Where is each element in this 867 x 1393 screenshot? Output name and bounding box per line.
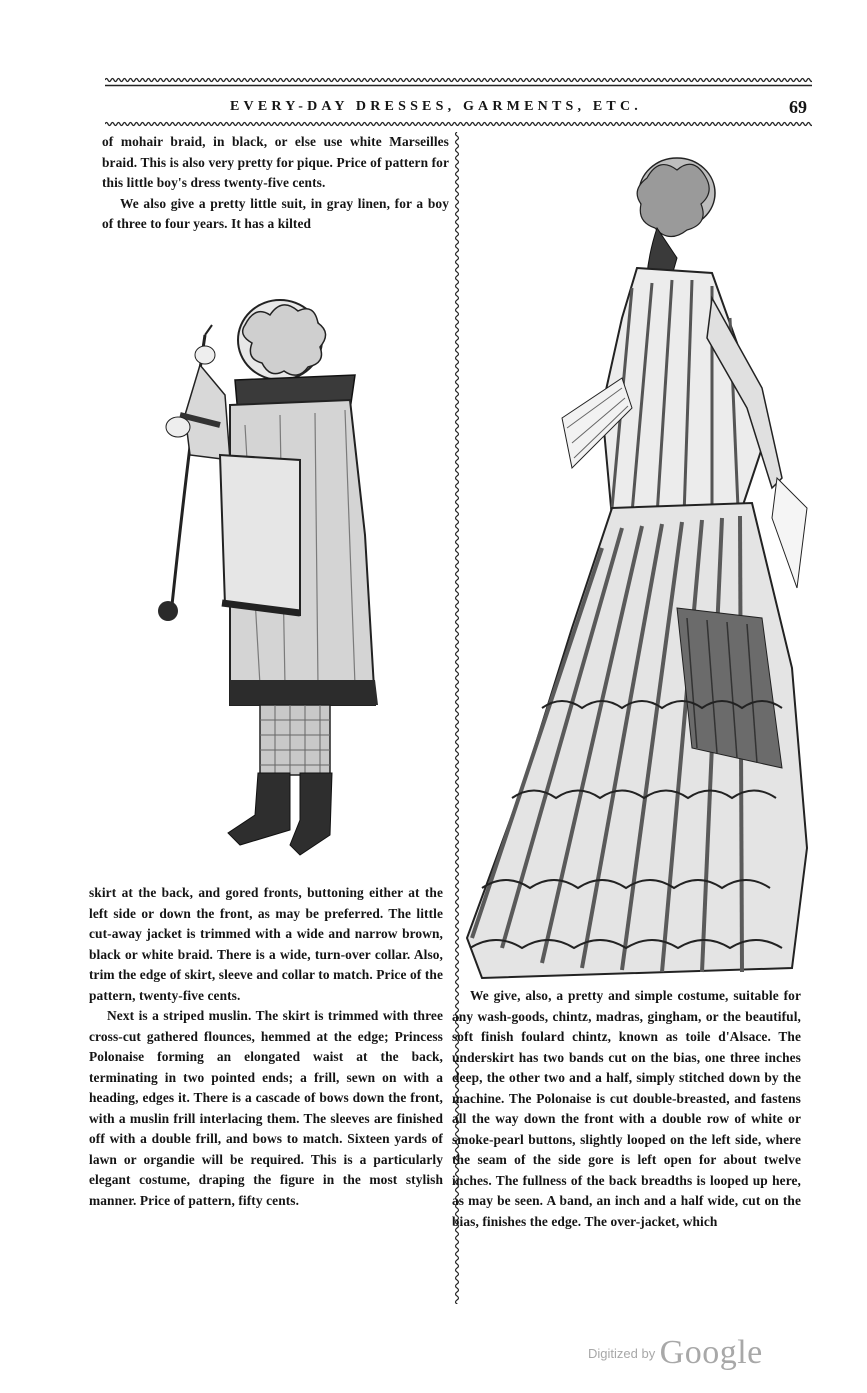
page-number: 69 <box>789 97 807 117</box>
running-head-title: EVERY-DAY DRESSES, GARMENTS, ETC. <box>230 99 642 114</box>
digitized-by-google-watermark <box>588 1334 763 1372</box>
paragraph: We also give a pretty little suit, in gray linen, for a boy of three to four years. It has a kilted <box>102 195 449 231</box>
boy-suit-illustration <box>150 285 402 865</box>
right-column-text <box>452 986 801 1232</box>
paragraph: We give, also, a pretty and simple costume, suitable for any wash-goods, chintz, madras, gingham, or the beautiful, soft finish foulard chintz, known as toile d'Alsace. The underskirt has two bands cut on the bias, one three inches deep, the other two and a half, simply stitched down by the machine. The Polonaise is cut double-breasted, and fastens all the way down the front with a double row of white or smoke-pearl buttons, slightly looped on the left side, where the seam of the side gore is left open for about twelve inches. The fullness of the back breadths is looped up here, as may be seen. A band, an inch and a half wide, cut on the bias, finishes the edge. The over-jacket, which <box>452 988 801 1229</box>
google-brand: Google <box>659 1334 763 1371</box>
left-column-bottom-text <box>89 883 443 1211</box>
paragraph: skirt at the back, and gored fronts, buttoning either at the left side or down the front, as may be preferred. The little cut-away jacket is trimmed with a wide and narrow brown, black or white braid. There is a wide, turn-over collar. Also, trim the edge of skirt, sleeve and collar to match. Price of the pattern, twenty-five cents. <box>89 885 443 1003</box>
striped-costume-illustration <box>462 148 812 983</box>
header-wavy-rule <box>105 120 812 128</box>
top-rule <box>105 84 812 87</box>
top-wavy-rule <box>105 76 812 84</box>
left-column-top-text <box>102 132 449 235</box>
digitized-label: Digitized by <box>588 1346 656 1361</box>
paragraph: of mohair braid, in black, or else use white Marseilles braid. This is also very pretty for pique. Price of pattern for this little boy's dress twenty-five cents. <box>102 134 449 190</box>
paragraph: Next is a striped muslin. The skirt is trimmed with three cross-cut gathered flounces, hemmed at the edge; Princess Polonaise forming an elongated waist at the back, terminating in two pointed ends; a frill, sewn on with a heading, edges it. There is a cascade of bows down the front, with a muslin frill interlacing them. The sleeves are finished off with a double frill, and bows to match. Sixteen yards of lawn or organdie will be required. This is a particularly elegant costume, draping the figure in the most stylish manner. Price of pattern, fifty cents. <box>89 1008 443 1208</box>
